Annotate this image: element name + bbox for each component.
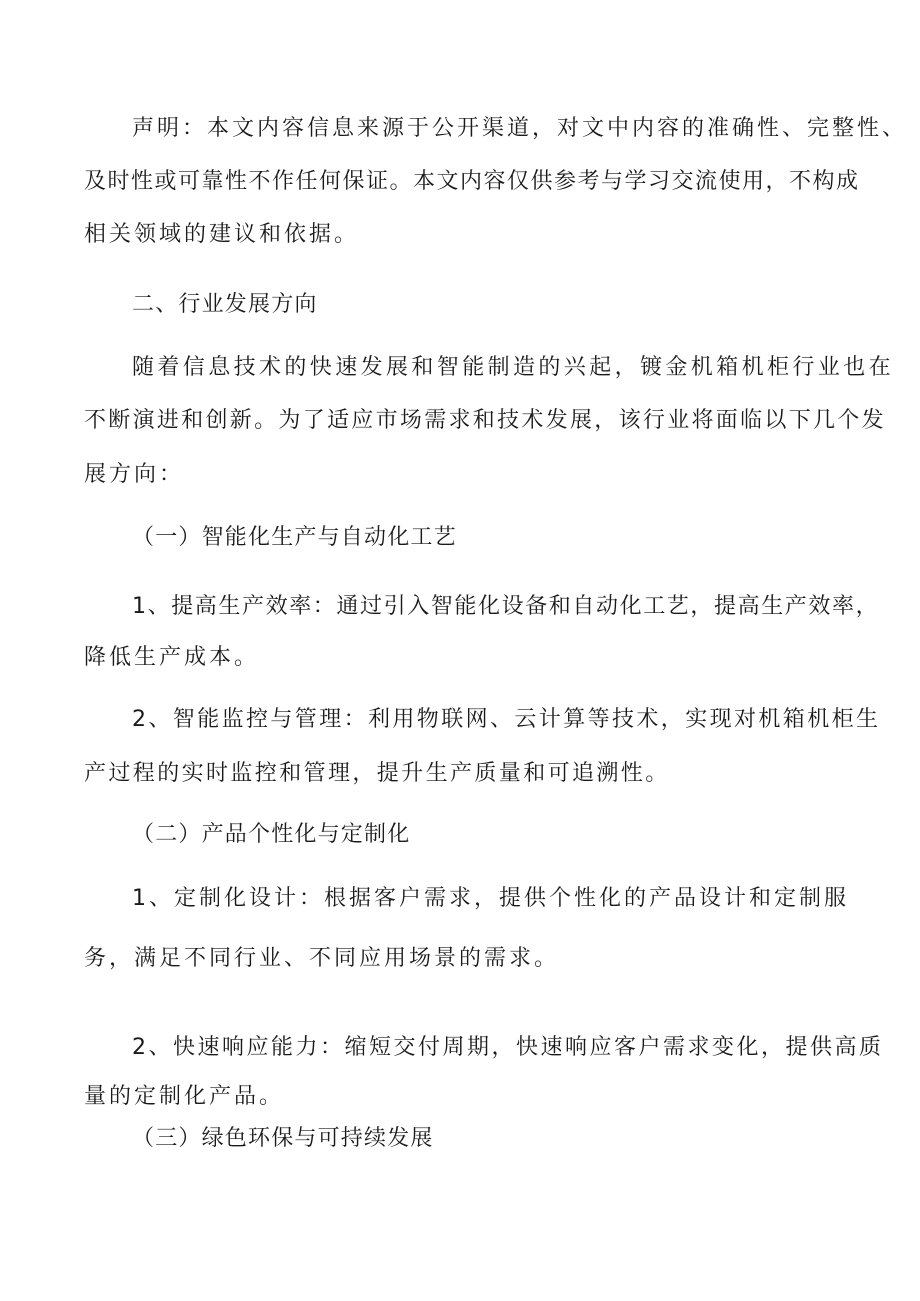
list-item-line: 2、快速响应能力：缩短交付周期，快速响应客户需求变化，提供高质 [132, 1035, 884, 1060]
intro-line-1: 随着信息技术的快速发展和智能制造的兴起，镀金机箱机柜行业也在 [132, 355, 895, 380]
subsection-title-2: （二）产品个性化与定制化 [132, 822, 411, 847]
subsection-title-3: （三）绿色环保与可持续发展 [132, 1126, 434, 1151]
disclaimer-line-3: 相关领域的建议和依据。 [84, 222, 360, 247]
subsection-title-1: （一）智能化生产与自动化工艺 [132, 525, 457, 550]
list-item-line: 2、智能监控与管理：利用物联网、云计算等技术，实现对机箱机柜生 [132, 707, 881, 732]
disclaimer-line-2: 及时性或可靠性不作任何保证。本文内容仅供参考与学习交流使用，不构成 [84, 169, 860, 194]
list-item-line: 1、定制化设计：根据客户需求，提供个性化的产品设计和定制服 [132, 886, 849, 911]
list-item-line: 1、提高生产效率：通过引入智能化设备和自动化工艺，提高生产效率， [132, 594, 880, 619]
intro-line-2: 不断演进和创新。为了适应市场需求和技术发展，该行业将面临以下几个发 [84, 408, 886, 433]
intro-line-3: 展方向： [84, 462, 185, 487]
list-item-line: 降低生产成本。 [84, 645, 260, 670]
list-item-line: 务，满足不同行业、不同应用场景的需求。 [84, 946, 560, 971]
section-title: 二、行业发展方向 [132, 292, 318, 317]
list-item-line: 量的定制化产品。 [84, 1084, 285, 1109]
list-item-line: 产过程的实时监控和管理，提升生产质量和可追溯性。 [84, 761, 670, 786]
disclaimer-line-1: 声明：本文内容信息来源于公开渠道，对文中内容的准确性、完整性、 [132, 116, 908, 141]
